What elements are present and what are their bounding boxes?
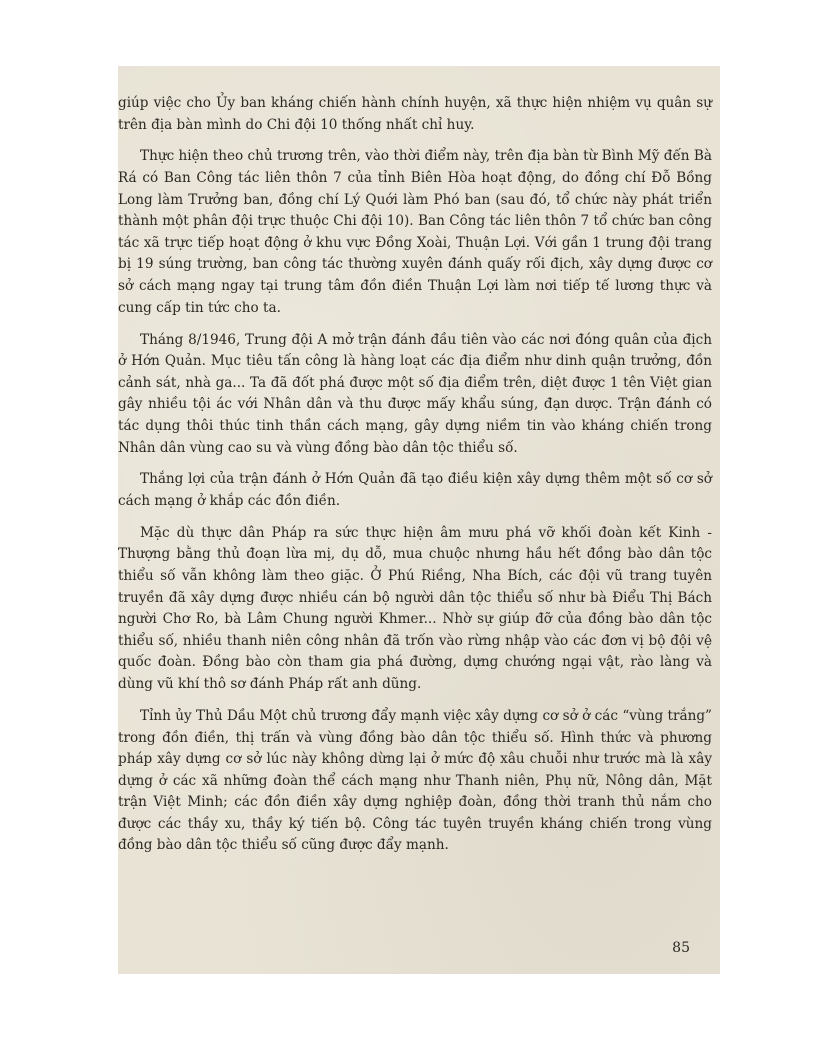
paragraph: Mặc dù thực dân Pháp ra sức thực hiện âm mưu phá vỡ khối đoàn kết Kinh - Thượng bằng thủ đoạn lừa mị, dụ dỗ, mua chuộc nhưng hầu hết đồng bào dân tộc thiểu số vẫn không làm theo giặc. Ở Phú Riềng, Nha Bích, các đội vũ trang tuyên truyền đã xây dựng được nhiều cán bộ người dân tộc thiểu số như bà Điểu Thị Bách người Chơ Ro, bà Lâm Chung người Khmer... Nhờ sự giúp đỡ của đồng bào dân tộc thiểu số, nhiều thanh niên công nhân đã trốn vào rừng nhập vào các đơn vị bộ đội vệ quốc đoàn. Đồng bào còn tham gia phá đường, dựng chướng ngại vật, rào làng và dùng vũ khí thô sơ đánh Pháp rất anh dũng.: [118, 524, 712, 693]
paragraph: Tháng 8/1946, Trung đội A mở trận đánh đầu tiên vào các nơi đóng quân của địch ở Hớn Quản. Mục tiêu tấn công là hàng loạt các địa điểm như dinh quận trưởng, đồn cảnh sát, nhà ga... Ta đã đốt phá được một số địa điểm trên, diệt được 1 tên Việt gian gây nhiều tội ác với Nhân dân và thu được mấy khẩu súng, đạn dược. Trận đánh có tác dụng thôi thúc tinh thần cách mạng, gây dựng niềm tin vào kháng chiến trong Nhân dân vùng cao su và vùng đồng bào dân tộc thiểu số.: [118, 331, 712, 456]
page-number: 85: [672, 940, 690, 956]
paragraph: Tỉnh ủy Thủ Dầu Một chủ trương đẩy mạnh việc xây dựng cơ sở ở các “vùng trắng” trong đồn điền, thị trấn và vùng đồng bào dân tộc thiểu số. Hình thức và phương pháp xây dựng cơ sở lúc này không dừng lại ở mức độ xâu chuỗi như trước mà là xây dựng ở các xã những đoàn thể cách mạng như Thanh niên, Phụ nữ, Nông dân, Mặt trận Việt Minh; các đồn điền xây dựng nghiệp đoàn, đồng thời tranh thủ nắm cho được các thầy xu, thầy ký tiến bộ. Công tác tuyên truyền kháng chiến trong vùng đồng bào dân tộc thiểu số cũng được đẩy mạnh.: [118, 707, 712, 854]
paragraph-continued: giúp việc cho Ủy ban kháng chiến hành chính huyện, xã thực hiện nhiệm vụ quân sự trên địa bàn mình do Chi đội 10 thống nhất chỉ huy.: [118, 95, 712, 133]
paragraph: Thực hiện theo chủ trương trên, vào thời điểm này, trên địa bàn từ Bình Mỹ đến Bà Rá có Ban Công tác liên thôn 7 của tỉnh Biên Hòa hoạt động, do đồng chí Đỗ Bồng Long làm Trưởng ban, đồng chí Lý Quới làm Phó ban (sau đó, tổ chức này phát triển thành một phân đội trực thuộc Chi đội 10). Ban Công tác liên thôn 7 tổ chức ban công tác xã trực tiếp hoạt động ở khu vực Đồng Xoài, Thuận Lợi. Với gần 1 trung đội trang bị 19 súng trường, ban công tác thường xuyên đánh quấy rối địch, xây dựng được cơ sở cách mạng ngay tại trung tâm đồn điền Thuận Lợi làm nơi tiếp tế lương thực và cung cấp tin tức cho ta.: [118, 148, 712, 316]
scanned-page: [118, 66, 720, 974]
body-text: [118, 93, 712, 867]
paragraph: Thắng lợi của trận đánh ở Hớn Quản đã tạo điều kiện xây dựng thêm một số cơ sở cách mạng ở khắp các đồn điền.: [118, 471, 712, 509]
